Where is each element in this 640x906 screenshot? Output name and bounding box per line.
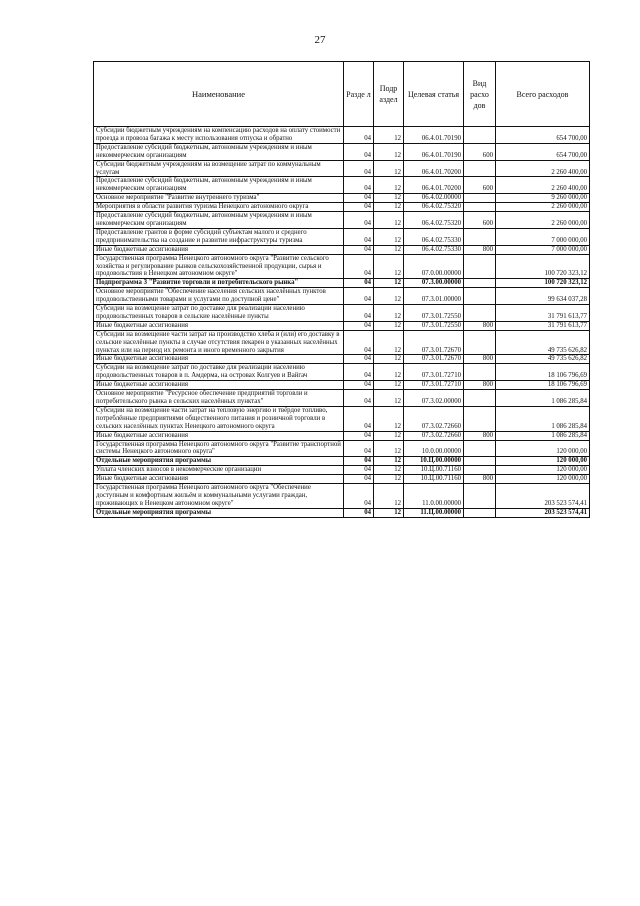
cell-total: 2 260 000,00 bbox=[496, 203, 590, 212]
cell-total: 31 791 613,77 bbox=[496, 305, 590, 322]
cell-name: Основное мероприятие "Ресурсное обеспечение предприятий торговли и потребительского рынка в сельских населённых пунктах" bbox=[94, 390, 344, 407]
cell-total: 2 260 400,00 bbox=[496, 160, 590, 177]
cell-subsection: 12 bbox=[374, 355, 404, 364]
cell-section: 04 bbox=[344, 355, 374, 364]
table-row bbox=[94, 279, 590, 288]
cell-section: 04 bbox=[344, 466, 374, 475]
table-row bbox=[94, 355, 590, 364]
cell-section: 04 bbox=[344, 431, 374, 440]
cell-section: 04 bbox=[344, 127, 374, 144]
table-row bbox=[94, 508, 590, 517]
table-row bbox=[94, 288, 590, 305]
cell-name: Иные бюджетные ассигнования bbox=[94, 381, 344, 390]
cell-section: 04 bbox=[344, 321, 374, 330]
cell-section: 04 bbox=[344, 390, 374, 407]
cell-subsection: 12 bbox=[374, 475, 404, 484]
cell-total: 49 735 626,82 bbox=[496, 355, 590, 364]
cell-type bbox=[464, 390, 496, 407]
cell-target: 07.3.02.00000 bbox=[404, 390, 464, 407]
cell-type: 800 bbox=[464, 321, 496, 330]
cell-total: 120 000,00 bbox=[496, 466, 590, 475]
cell-target: 07.3.01.72670 bbox=[404, 355, 464, 364]
cell-section: 04 bbox=[344, 381, 374, 390]
table-row bbox=[94, 431, 590, 440]
cell-target: 07.3.02.72660 bbox=[404, 406, 464, 431]
cell-name: Иные бюджетные ассигнования bbox=[94, 475, 344, 484]
cell-total: 120 000,00 bbox=[496, 440, 590, 457]
cell-target: 11.Ц.00.00000 bbox=[404, 508, 464, 517]
cell-target: 07.0.00.00000 bbox=[404, 254, 464, 279]
cell-section: 04 bbox=[344, 406, 374, 431]
cell-type bbox=[464, 330, 496, 355]
cell-target: 06.4.02.75330 bbox=[404, 228, 464, 245]
table-row bbox=[94, 475, 590, 484]
cell-name: Субсидии на возмещение части затрат на производство хлеба и (или) его доставку в сельские населённые пункты в случае отсутствия пекарен в указанных населённых пунктах или на период их ремонта и иного временного закрытия bbox=[94, 330, 344, 355]
cell-total: 1 086 285,84 bbox=[496, 431, 590, 440]
table-row bbox=[94, 364, 590, 381]
cell-target: 07.3.01.72550 bbox=[404, 305, 464, 322]
cell-name: Предоставление субсидий бюджетным, автономным учреждениям и иным некоммерческим организациям bbox=[94, 143, 344, 160]
table-row bbox=[94, 381, 590, 390]
cell-target: 06.4.02.75320 bbox=[404, 203, 464, 212]
cell-type: 800 bbox=[464, 245, 496, 254]
cell-subsection: 12 bbox=[374, 203, 404, 212]
table-row bbox=[94, 160, 590, 177]
cell-total: 31 791 613,77 bbox=[496, 321, 590, 330]
cell-subsection: 12 bbox=[374, 212, 404, 229]
cell-name: Предоставление субсидий бюджетным, автономным учреждениям и иным некоммерческим организациям bbox=[94, 212, 344, 229]
cell-section: 04 bbox=[344, 194, 374, 203]
cell-target: 10.0.00.00000 bbox=[404, 440, 464, 457]
cell-target: 11.0.00.00000 bbox=[404, 484, 464, 509]
cell-subsection: 12 bbox=[374, 440, 404, 457]
cell-name: Отдельные мероприятия программы bbox=[94, 457, 344, 466]
cell-type: 800 bbox=[464, 431, 496, 440]
cell-subsection: 12 bbox=[374, 484, 404, 509]
cell-target: 10.Ц.00.71160 bbox=[404, 475, 464, 484]
cell-target: 10.Ц.00.71160 bbox=[404, 466, 464, 475]
cell-subsection: 12 bbox=[374, 381, 404, 390]
budget-table bbox=[93, 61, 590, 518]
cell-total: 100 720 323,12 bbox=[496, 254, 590, 279]
cell-section: 04 bbox=[344, 508, 374, 517]
table-row bbox=[94, 177, 590, 194]
cell-type bbox=[464, 508, 496, 517]
cell-target: 07.3.01.72670 bbox=[404, 330, 464, 355]
cell-total: 1 086 285,84 bbox=[496, 406, 590, 431]
cell-section: 04 bbox=[344, 305, 374, 322]
cell-section: 04 bbox=[344, 440, 374, 457]
cell-type: 800 bbox=[464, 475, 496, 484]
cell-name: Иные бюджетные ассигнования bbox=[94, 355, 344, 364]
cell-name: Субсидии на возмещение затрат по доставке для реализации населению продовольственных товаров в сельские населённые пункты bbox=[94, 305, 344, 322]
cell-total: 120 000,00 bbox=[496, 457, 590, 466]
cell-subsection: 12 bbox=[374, 364, 404, 381]
cell-subsection: 12 bbox=[374, 431, 404, 440]
cell-total: 9 260 000,00 bbox=[496, 194, 590, 203]
cell-total: 7 000 000,00 bbox=[496, 245, 590, 254]
cell-section: 04 bbox=[344, 160, 374, 177]
cell-target: 06.4.02.75330 bbox=[404, 245, 464, 254]
cell-name: Государственная программа Ненецкого автономного округа "Развитие транспортной системы Ненецкого автономного округа" bbox=[94, 440, 344, 457]
cell-subsection: 12 bbox=[374, 160, 404, 177]
cell-subsection: 12 bbox=[374, 254, 404, 279]
cell-name: Мероприятия в области развития туризма Ненецкого автономного округа bbox=[94, 203, 344, 212]
cell-target: 07.3.02.72660 bbox=[404, 431, 464, 440]
cell-type bbox=[464, 203, 496, 212]
table-row bbox=[94, 330, 590, 355]
cell-name: Иные бюджетные ассигнования bbox=[94, 431, 344, 440]
cell-total: 203 523 574,41 bbox=[496, 484, 590, 509]
cell-subsection: 12 bbox=[374, 508, 404, 517]
cell-name: Уплата членских взносов в некоммерческие организации bbox=[94, 466, 344, 475]
table-row bbox=[94, 245, 590, 254]
table-body bbox=[94, 127, 590, 518]
cell-total: 99 634 037,28 bbox=[496, 288, 590, 305]
cell-name: Государственная программа Ненецкого автономного округа "Обеспечение доступным и комфортным жильём и коммунальными услугами граждан, проживающих в Ненецком автономном округе" bbox=[94, 484, 344, 509]
cell-subsection: 12 bbox=[374, 127, 404, 144]
cell-type bbox=[464, 457, 496, 466]
cell-target: 07.3.01.72550 bbox=[404, 321, 464, 330]
cell-section: 04 bbox=[344, 364, 374, 381]
cell-section: 04 bbox=[344, 288, 374, 305]
cell-section: 04 bbox=[344, 484, 374, 509]
cell-subsection: 12 bbox=[374, 177, 404, 194]
cell-total: 1 086 285,84 bbox=[496, 390, 590, 407]
cell-name: Отдельные мероприятия программы bbox=[94, 508, 344, 517]
cell-section: 04 bbox=[344, 254, 374, 279]
cell-subsection: 12 bbox=[374, 245, 404, 254]
cell-target: 06.4.02.00000 bbox=[404, 194, 464, 203]
cell-type: 600 bbox=[464, 143, 496, 160]
cell-section: 04 bbox=[344, 143, 374, 160]
cell-section: 04 bbox=[344, 279, 374, 288]
table-row bbox=[94, 212, 590, 229]
cell-total: 120 000,00 bbox=[496, 475, 590, 484]
cell-section: 04 bbox=[344, 177, 374, 194]
cell-type bbox=[464, 440, 496, 457]
cell-subsection: 12 bbox=[374, 288, 404, 305]
cell-type bbox=[464, 364, 496, 381]
cell-subsection: 12 bbox=[374, 406, 404, 431]
cell-name: Субсидии на возмещение части затрат на тепловую энергию и твёрдое топливо, потреблённые предприятиями общественного питания и розничной торговли в сельских населённых пунктах Ненецкого автономного округа bbox=[94, 406, 344, 431]
cell-section: 04 bbox=[344, 228, 374, 245]
cell-subsection: 12 bbox=[374, 143, 404, 160]
header-subsection: Подр аздел bbox=[374, 62, 404, 127]
cell-name: Основное мероприятие "Обеспечение населения сельских населённых пунктов продовольственными товарами и услугами по доступной цене" bbox=[94, 288, 344, 305]
cell-subsection: 12 bbox=[374, 321, 404, 330]
cell-total: 18 106 796,69 bbox=[496, 364, 590, 381]
cell-target: 06.4.01.70190 bbox=[404, 127, 464, 144]
cell-target: 06.4.02.75320 bbox=[404, 212, 464, 229]
cell-type: 800 bbox=[464, 381, 496, 390]
table-row bbox=[94, 194, 590, 203]
cell-type bbox=[464, 160, 496, 177]
cell-target: 07.3.01.72710 bbox=[404, 381, 464, 390]
cell-total: 18 106 796,69 bbox=[496, 381, 590, 390]
cell-section: 04 bbox=[344, 457, 374, 466]
cell-type bbox=[464, 484, 496, 509]
table-row bbox=[94, 406, 590, 431]
cell-subsection: 12 bbox=[374, 305, 404, 322]
cell-total: 203 523 574,41 bbox=[496, 508, 590, 517]
cell-target: 10.Ц.00.00000 bbox=[404, 457, 464, 466]
cell-name: Предоставление грантов в форме субсидий субъектам малого и среднего предпринимательства на создание и развитие инфраструктуры туризма bbox=[94, 228, 344, 245]
cell-total: 654 700,00 bbox=[496, 127, 590, 144]
cell-total: 2 260 400,00 bbox=[496, 177, 590, 194]
cell-name: Иные бюджетные ассигнования bbox=[94, 245, 344, 254]
cell-subsection: 12 bbox=[374, 466, 404, 475]
table-row bbox=[94, 321, 590, 330]
cell-type: 600 bbox=[464, 177, 496, 194]
cell-subsection: 12 bbox=[374, 390, 404, 407]
cell-target: 07.3.00.00000 bbox=[404, 279, 464, 288]
cell-type bbox=[464, 127, 496, 144]
cell-name: Основное мероприятие "Развитие внутреннего туризма" bbox=[94, 194, 344, 203]
cell-total: 654 700,00 bbox=[496, 143, 590, 160]
header-total: Всего расходов bbox=[496, 62, 590, 127]
table-header-row bbox=[94, 62, 590, 127]
table-row bbox=[94, 305, 590, 322]
cell-type bbox=[464, 194, 496, 203]
cell-type bbox=[464, 288, 496, 305]
table-row bbox=[94, 127, 590, 144]
cell-type: 800 bbox=[464, 355, 496, 364]
table-row bbox=[94, 228, 590, 245]
header-type: Вид расхо дов bbox=[464, 62, 496, 127]
table-row bbox=[94, 466, 590, 475]
cell-subsection: 12 bbox=[374, 279, 404, 288]
cell-total: 7 000 000,00 bbox=[496, 228, 590, 245]
cell-target: 07.3.01.00000 bbox=[404, 288, 464, 305]
header-target: Целевая статья bbox=[404, 62, 464, 127]
cell-section: 04 bbox=[344, 330, 374, 355]
header-name: Наименование bbox=[94, 62, 344, 127]
cell-subsection: 12 bbox=[374, 228, 404, 245]
cell-type bbox=[464, 279, 496, 288]
cell-name: Иные бюджетные ассигнования bbox=[94, 321, 344, 330]
cell-section: 04 bbox=[344, 212, 374, 229]
cell-type bbox=[464, 228, 496, 245]
cell-total: 2 260 000,00 bbox=[496, 212, 590, 229]
table-row bbox=[94, 457, 590, 466]
table-row bbox=[94, 254, 590, 279]
cell-type bbox=[464, 254, 496, 279]
cell-target: 06.4.01.70190 bbox=[404, 143, 464, 160]
cell-target: 06.4.01.70200 bbox=[404, 177, 464, 194]
cell-name: Субсидии бюджетным учреждениям на компенсацию расходов на оплату стоимости проезда и провоза багажа к месту использования отпуска и обратно bbox=[94, 127, 344, 144]
cell-name: Субсидии на возмещение затрат по доставке для реализации населению продовольственных товаров в п. Амдерма, на островах Колгуев и Вайгач bbox=[94, 364, 344, 381]
table-row bbox=[94, 143, 590, 160]
header-section: Разде л bbox=[344, 62, 374, 127]
table-row bbox=[94, 484, 590, 509]
table-row bbox=[94, 440, 590, 457]
table-row bbox=[94, 203, 590, 212]
cell-section: 04 bbox=[344, 203, 374, 212]
cell-total: 100 720 323,12 bbox=[496, 279, 590, 288]
cell-name: Государственная программа Ненецкого автономного округа "Развитие сельского хозяйства и регулирование рынков сельскохозяйственной продукции, сырья и продовольствия в Ненецком автономном округе" bbox=[94, 254, 344, 279]
cell-name: Подпрограмма 3 "Развитие торговли и потребительского рынка" bbox=[94, 279, 344, 288]
cell-name: Субсидии бюджетным учреждениям на возмещение затрат по коммунальным услугам bbox=[94, 160, 344, 177]
cell-name: Предоставление субсидий бюджетным, автономным учреждениям и иным некоммерческим организациям bbox=[94, 177, 344, 194]
cell-type bbox=[464, 406, 496, 431]
cell-subsection: 12 bbox=[374, 330, 404, 355]
cell-type: 600 bbox=[464, 212, 496, 229]
cell-target: 07.3.01.72710 bbox=[404, 364, 464, 381]
cell-section: 04 bbox=[344, 245, 374, 254]
table-row bbox=[94, 390, 590, 407]
cell-type bbox=[464, 466, 496, 475]
cell-type bbox=[464, 305, 496, 322]
page-number: 27 bbox=[314, 34, 326, 46]
cell-section: 04 bbox=[344, 475, 374, 484]
cell-total: 49 735 626,82 bbox=[496, 330, 590, 355]
cell-subsection: 12 bbox=[374, 194, 404, 203]
cell-subsection: 12 bbox=[374, 457, 404, 466]
cell-target: 06.4.01.70200 bbox=[404, 160, 464, 177]
